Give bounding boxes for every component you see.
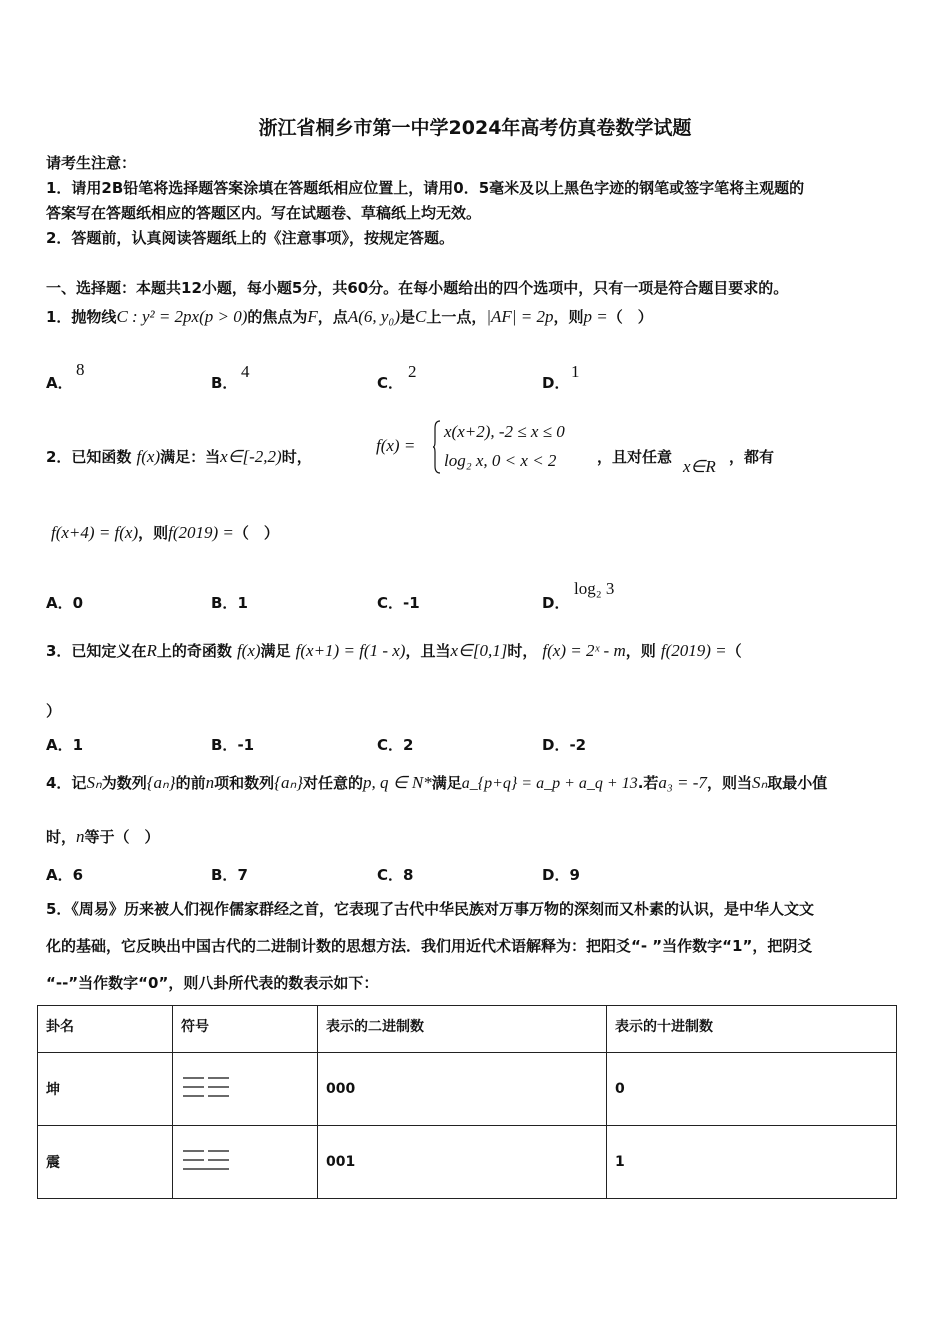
math: n [205, 773, 215, 792]
option-value: log₂ 3 [574, 579, 615, 598]
question-2-continued: f(x+4) = f(x)，则f(2019) =（ ） [51, 523, 279, 542]
kun-trigram-icon [181, 1075, 231, 1099]
question-5-line2: 化的基础，它反映出中国古代的二进制计数的思想方法．我们用近代术语解释为：把阳爻“- ”当作数字“1”，把阴爻 [46, 937, 813, 955]
option-value: 4 [241, 362, 250, 381]
gua-decimal: 1 [607, 1126, 897, 1199]
option-label: D． [542, 594, 570, 612]
section-heading: 一、选择题：本题共12小题，每小题5分，共60分。在每小题给出的四个选项中，只有一项是符合题目要求的。 [46, 279, 789, 297]
math: f(x) = [376, 436, 416, 455]
option-label: D．-2 [542, 736, 587, 754]
option-label: B．-1 [211, 736, 255, 754]
math: f(2019) = [168, 523, 234, 542]
math: a_{p+q} = a_p + a_q + 13 [461, 775, 638, 792]
math: {aₙ} [274, 773, 304, 792]
option-label: B． [211, 374, 238, 392]
question-2: 2．已知函数 f(x)满足：当x∈[-2,2)时， [46, 447, 312, 466]
gua-binary: 001 [318, 1126, 607, 1199]
math: Sₙ [751, 773, 768, 792]
table-row [38, 1053, 897, 1126]
table-row [38, 1126, 897, 1199]
option-label: B．7 [211, 866, 248, 884]
question-5-line1: 5．《周易》历来被人们视作儒家群经之首，它表现了古代中华民族对万事万物的深刻而又朴素的认识，是中华人文文 [46, 900, 814, 918]
math: C : y² = 2px(p > 0) [116, 307, 248, 326]
math: f(x+4) = f(x) [51, 523, 139, 542]
gua-symbol [173, 1053, 318, 1126]
question-1: 1．抛物线C : y² = 2px(p > 0)的焦点为F，点A(6, y₀)是C上一点，|AF| = 2p，则p =（ ） [46, 307, 653, 326]
notice-line2: 2．答题前，认真阅读答题纸上的《注意事项》，按规定答题。 [46, 229, 454, 247]
math: x∈[0,1] [450, 641, 508, 660]
option-value: 2 [408, 362, 417, 381]
page-title: 浙江省桐乡市第一中学2024年高考仿真卷数学试题 [258, 117, 692, 139]
math: f(x) [236, 641, 261, 660]
question-5-line3: “--”当作数字“0”，则八卦所代表的数表示如下： [46, 974, 379, 992]
option-value: 1 [571, 362, 580, 381]
gua-decimal: 0 [607, 1053, 897, 1126]
zhen-trigram-icon [181, 1148, 231, 1172]
option-label: C． [377, 374, 404, 392]
gua-binary: 000 [318, 1053, 607, 1126]
math: Sₙ [86, 773, 102, 792]
gua-symbol [173, 1126, 318, 1199]
option-label: A．0 [46, 594, 84, 612]
table-header [38, 1006, 897, 1053]
math: p, q ∈ N* [363, 773, 432, 792]
brace-icon [433, 420, 441, 474]
bagua-table [37, 1005, 897, 1199]
math: x∈R [683, 457, 716, 476]
math: f(x) = 2ˣ - m [542, 641, 626, 660]
question-4: 4．记Sₙ为数列{aₙ}的前n项和数列{aₙ}对任意的p, q ∈ N*满足a_{p+q} = a_p + a_q + 13.若a₃ = -7，则当Sₙ取最小值 [46, 773, 828, 792]
notice-line1b: 答案写在答题纸相应的答题区内。写在试题卷、草稿纸上均无效。 [46, 204, 482, 222]
text: ） [46, 702, 62, 720]
math: p = [583, 307, 608, 326]
option-label: C．8 [377, 866, 414, 884]
math: F [307, 307, 318, 326]
text: ，都有 [729, 448, 775, 466]
text: ，且对任意 [597, 448, 673, 466]
option-label: B．1 [211, 594, 248, 612]
math: {aₙ} [146, 773, 176, 792]
question-3: 3．已知定义在R上的奇函数 f(x)满足 f(x+1) = f(1 - x)，且当x∈[0,1]时， f(x) = 2ˣ - m，则 f(2019) =（ [46, 641, 742, 660]
option-label: A．6 [46, 866, 84, 884]
question-4-continued: 时，n等于（ ） [46, 827, 160, 846]
math: A(6, y₀) [347, 307, 400, 326]
math: R [146, 641, 157, 660]
math: f(x) [136, 447, 161, 466]
math: |AF| = 2p [486, 307, 554, 326]
header-cell: 表示的十进制数 [607, 1006, 897, 1053]
gua-name: 震 [38, 1126, 173, 1199]
math: n [76, 827, 85, 846]
math: f(2019) = [660, 641, 727, 660]
math: f(x+1) = f(1 - x) [295, 641, 406, 660]
header-cell: 卦名 [38, 1006, 173, 1053]
math: C [415, 307, 427, 326]
header-cell: 符号 [173, 1006, 318, 1053]
option-label: D． [542, 374, 570, 392]
option-value: 8 [76, 360, 85, 379]
math: x∈[-2,2) [220, 447, 282, 466]
gua-name: 坤 [38, 1053, 173, 1126]
header-cell: 表示的二进制数 [318, 1006, 607, 1053]
option-label: C．-1 [377, 594, 420, 612]
option-label: A． [46, 374, 73, 392]
notice-line1: 1．请用2B铅笔将选择题答案涂填在答题纸相应位置上，请用0．5毫米及以上黑色字迹的钢笔或签字笔将主观题的 [46, 179, 805, 197]
math: a₃ = -7 [658, 773, 707, 792]
option-label: D．9 [542, 866, 580, 884]
option-label: C．2 [377, 736, 414, 754]
math: x(x+2), -2 ≤ x ≤ 0 [444, 422, 565, 441]
notice-heading: 请考生注意： [46, 154, 137, 172]
option-label: A．1 [46, 736, 84, 754]
math: log₂ x, 0 < x < 2 [444, 451, 557, 470]
